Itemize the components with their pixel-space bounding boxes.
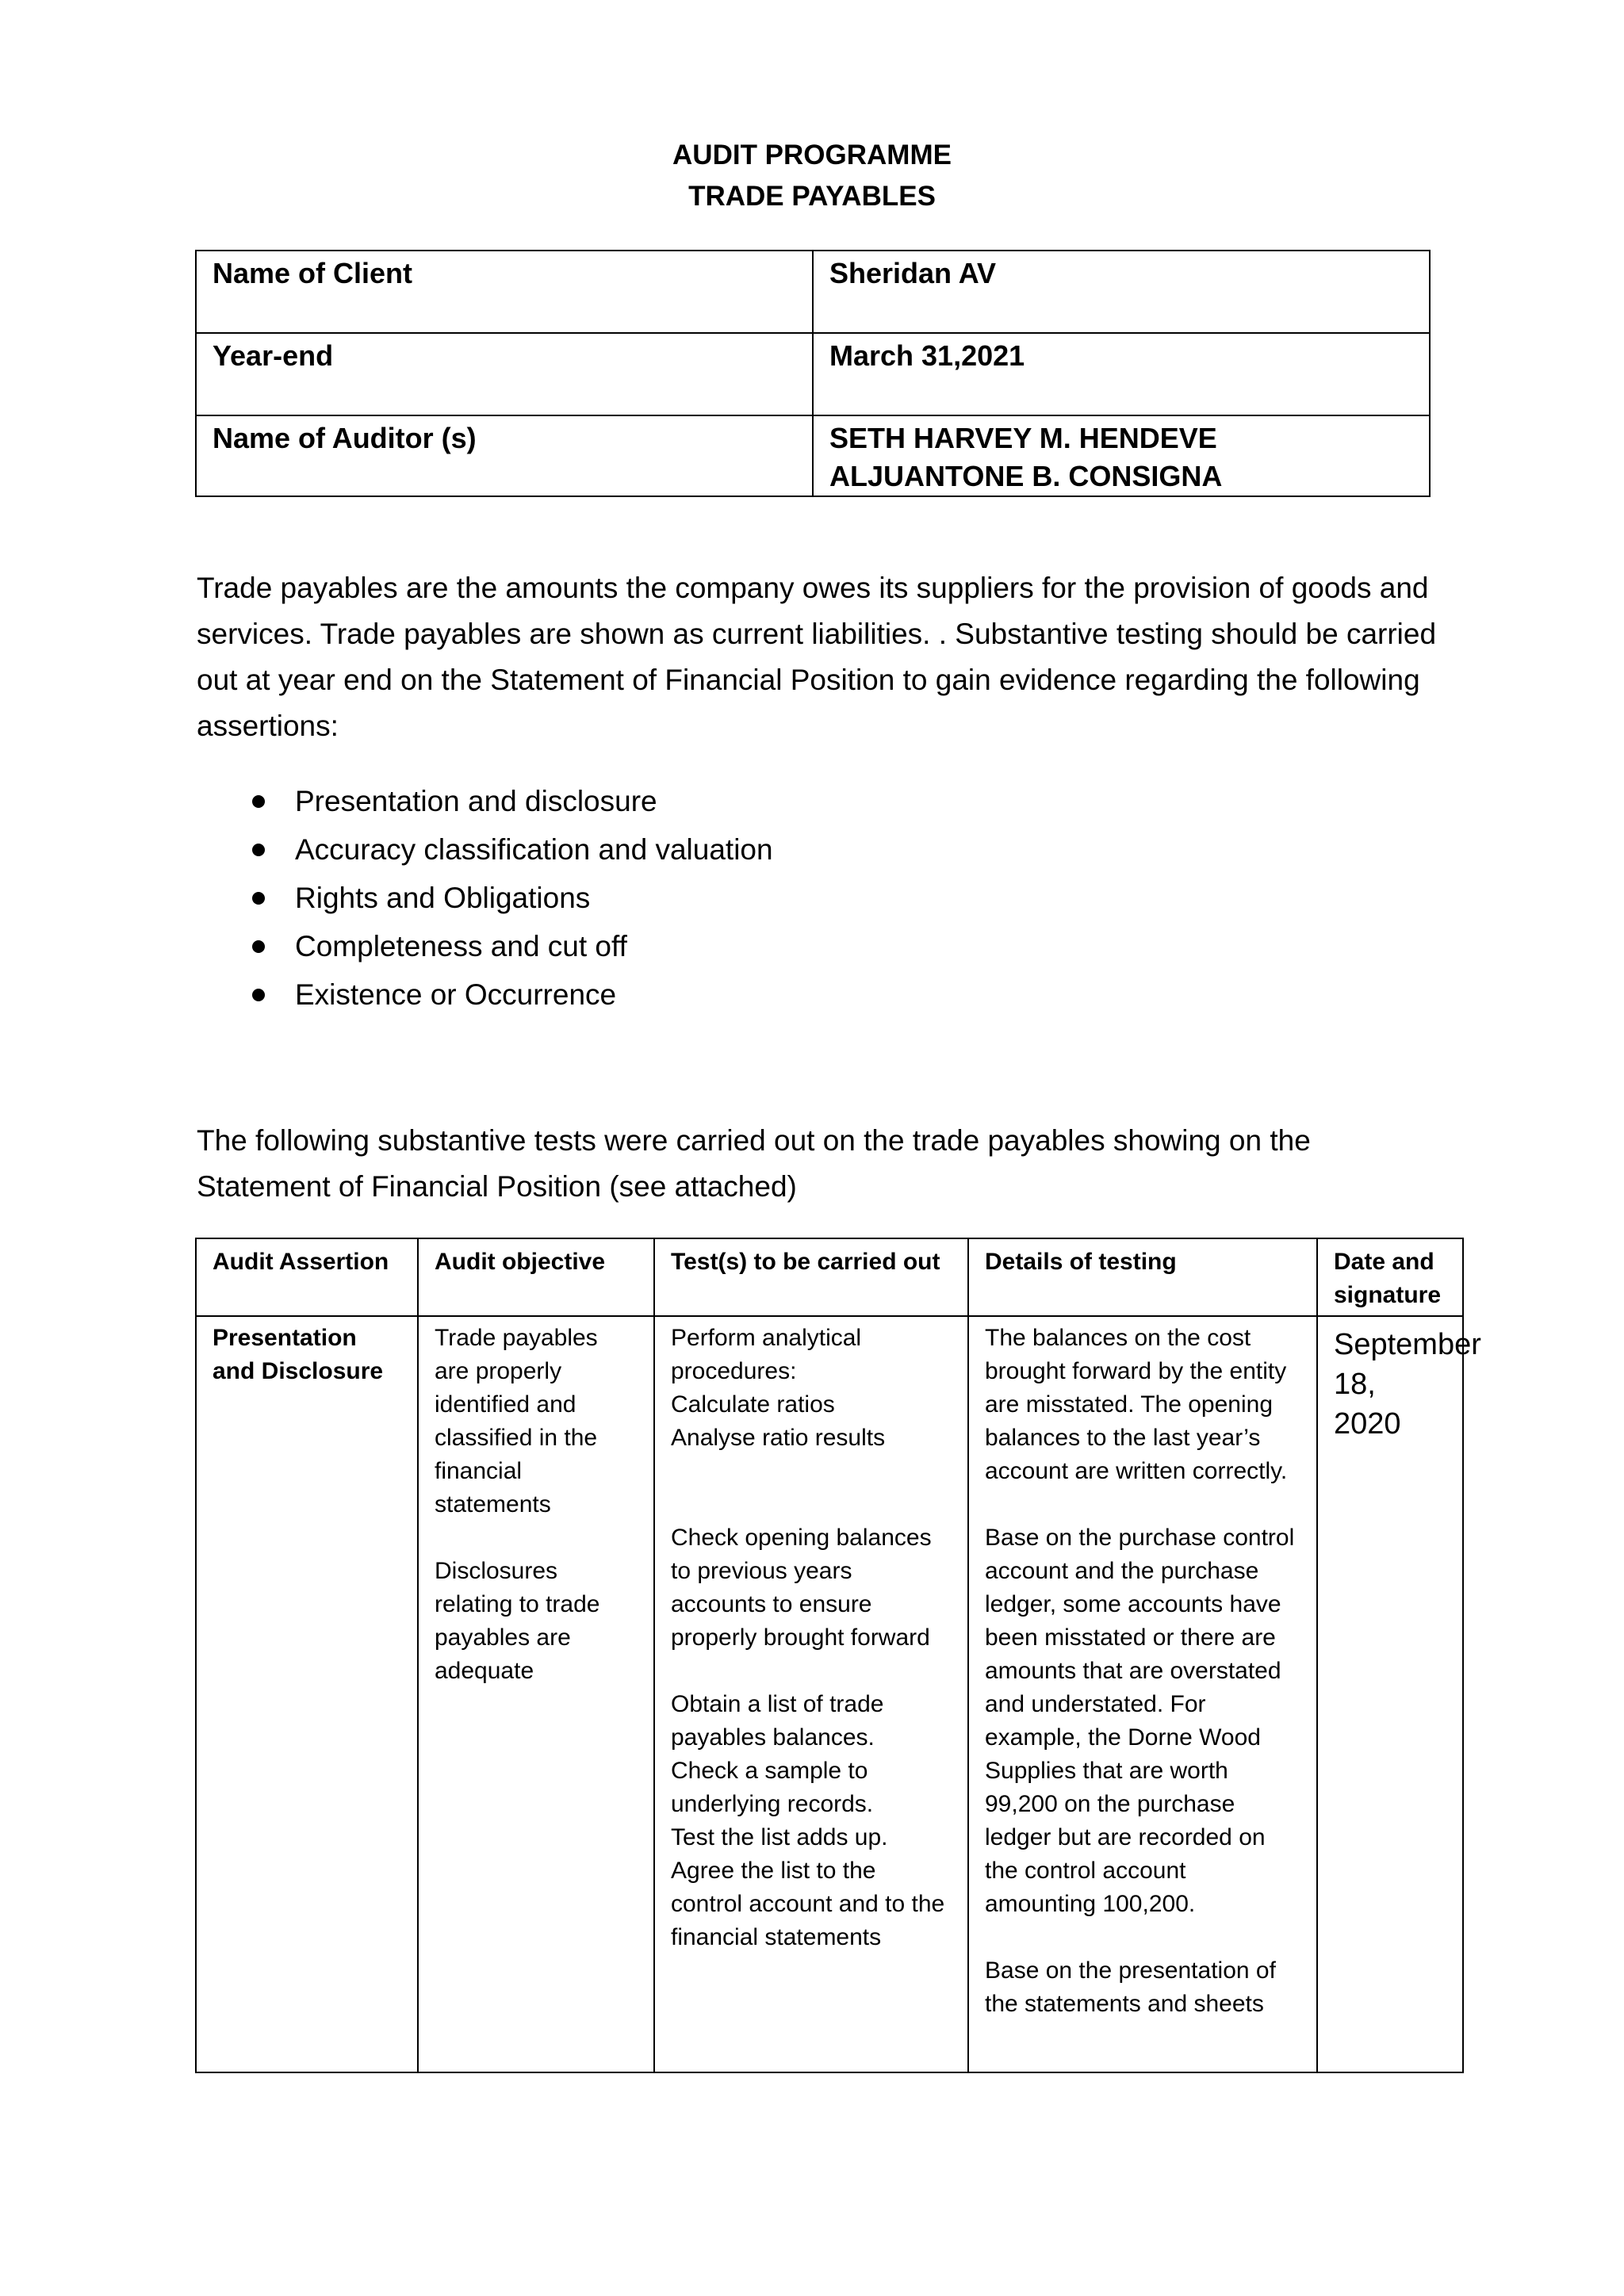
bullet-icon [252, 795, 265, 808]
assertion-text: Completeness and cut off [295, 930, 627, 962]
list-item [197, 777, 773, 825]
auditor-label: Name of Auditor (s) [196, 415, 813, 496]
list-item [197, 825, 773, 874]
details-cell [968, 1316, 1317, 2072]
auditor-name-1: SETH HARVEY M. HENDEVE [829, 422, 1217, 454]
header-details: Details of testing [968, 1238, 1317, 1316]
client-label: Name of Client [196, 251, 813, 333]
objective-1: Trade payables are properly identified and classified in the financial statements [435, 1325, 598, 1517]
document-title: AUDIT PROGRAMME [672, 140, 952, 170]
list-item [197, 874, 773, 922]
detail-3: Base on the presentation of the statements and sheets [985, 1957, 1276, 2017]
table-row [196, 1316, 1463, 2072]
spacer [985, 1488, 1300, 1521]
assertion-text: Rights and Obligations [295, 882, 591, 914]
document-subtitle: TRADE PAYABLES [688, 181, 936, 212]
yearend-value: March 31,2021 [813, 333, 1430, 415]
spacer [671, 1655, 952, 1688]
objective-cell [418, 1316, 654, 2072]
assertion-cell: Presentation and Disclosure [196, 1316, 418, 2072]
client-info-table [195, 250, 1431, 497]
client-row [196, 251, 1430, 333]
intro-paragraph: Trade payables are the amounts the company owes its suppliers for the provision of goods and services. Trade payables are shown as current liabilities. . Substantive testing should be carried out at year end on the Statement of Financial Position to gain evidence regarding the following assertions: [197, 572, 1437, 742]
header-audit-assertion: Audit Assertion [196, 1238, 418, 1316]
objective-2: Disclosures relating to trade payables are adequate [435, 1558, 600, 1684]
bullet-icon [252, 940, 265, 953]
header-audit-objective: Audit objective [418, 1238, 654, 1316]
substantive-tests-table [195, 1238, 1481, 2073]
assertion-text: Presentation and disclosure [295, 785, 657, 817]
spacer [671, 1455, 952, 1521]
header-date-signature: Date and signature [1317, 1238, 1463, 1316]
client-value: Sheridan AV [813, 251, 1430, 333]
detail-1: The balances on the cost brought forward by the entity are misstated. The opening balances to the last year’s account are written correctly. [985, 1325, 1288, 1484]
tests-intro-paragraph: The following substantive tests were carried out on the trade payables showing on the Statement of Financial Position (see attached) [197, 1124, 1311, 1203]
test-3: Obtain a list of trade payables balances. Check a sample to underlying records. Test the list adds up. Agree the list to the control account and to the financial statements [671, 1691, 945, 1950]
assertion-list [197, 777, 773, 1019]
test-1: Perform analytical procedures: Calculate ratios Analyse ratio results [671, 1325, 886, 1451]
auditor-value [813, 415, 1430, 496]
list-item [197, 970, 773, 1019]
assertion-text: Accuracy classification and valuation [295, 833, 773, 866]
spacer [435, 1521, 638, 1555]
auditor-row [196, 415, 1430, 496]
tests-cell [654, 1316, 968, 2072]
test-2: Check opening balances to previous years accounts to ensure properly brought forward [671, 1525, 932, 1651]
spacer [985, 1921, 1300, 1954]
detail-2: Base on the purchase control account and the purchase ledger, some accounts have been misstated or there are amounts that are overstated and understated. For example, the Dorne Wood Supplies that are worth 99,200 on the purchase ledger but are recorded on the control account amounting 100,200. [985, 1525, 1295, 1917]
header-tests: Test(s) to be carried out [654, 1238, 968, 1316]
assertion-text: Existence or Occurrence [295, 978, 617, 1011]
date-cell: September 18, 2020 [1317, 1316, 1463, 2072]
table-header-row [196, 1238, 1463, 1316]
bullet-icon [252, 989, 265, 1001]
auditor-name-2: ALJUANTONE B. CONSIGNA [829, 460, 1223, 492]
list-item [197, 922, 773, 970]
bullet-icon [252, 892, 265, 905]
bullet-icon [252, 844, 265, 856]
yearend-label: Year-end [196, 333, 813, 415]
yearend-row [196, 333, 1430, 415]
